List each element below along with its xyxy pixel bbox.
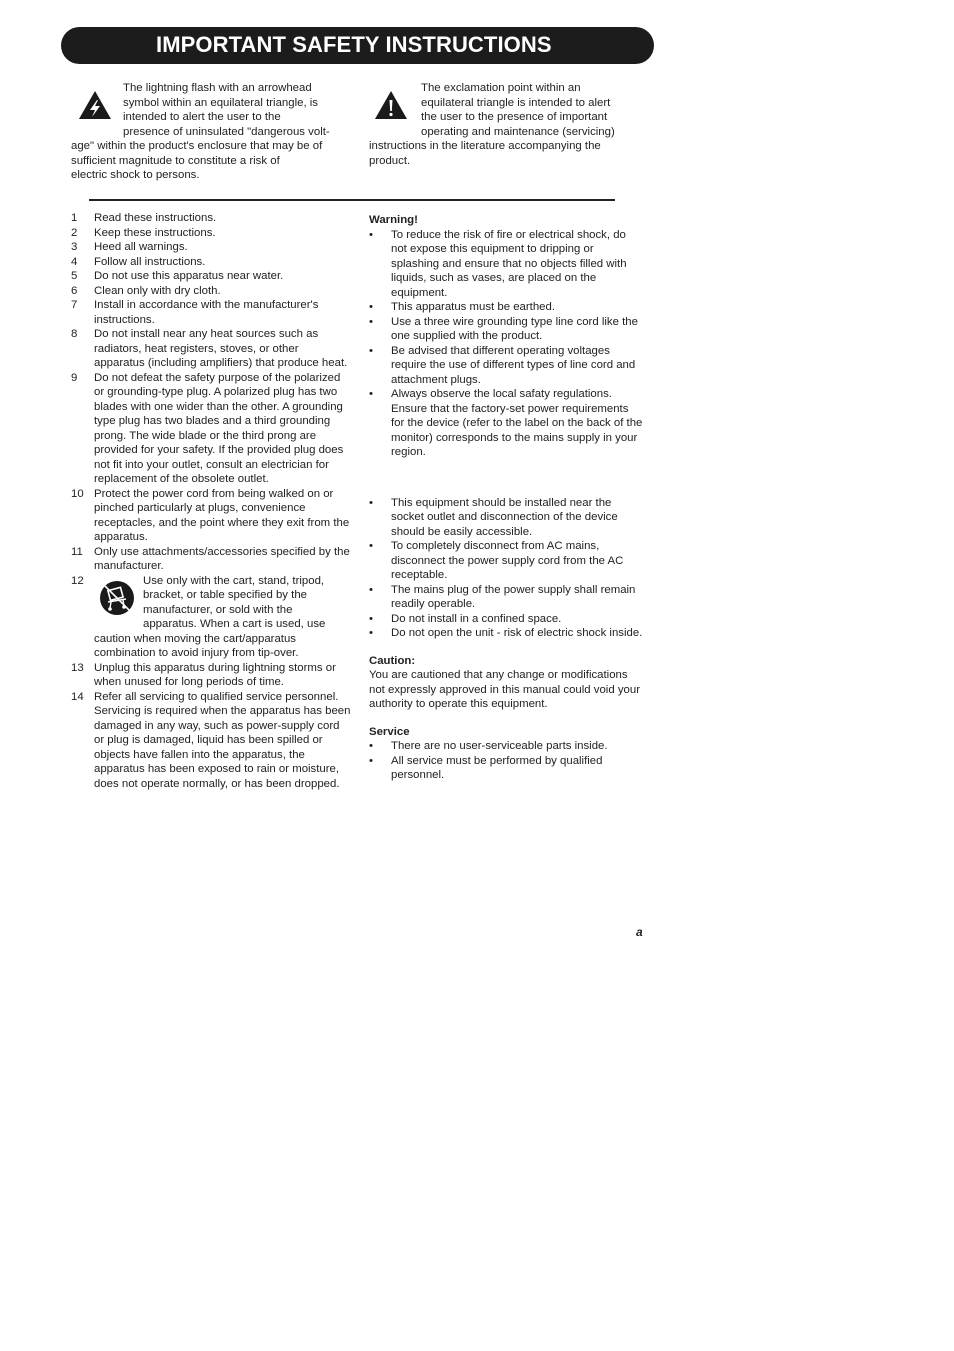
exclamation-text-line: product. [369, 154, 411, 167]
exclamation-text-line: instructions in the literature accompanying the [369, 140, 601, 152]
item-number: 13 [71, 661, 84, 674]
item-number: 11 [71, 545, 83, 558]
warning-bullet [369, 496, 644, 540]
warning-bullet [369, 626, 644, 641]
spacer [369, 460, 644, 496]
item-number: 9 [71, 371, 78, 384]
list-item-cart [71, 574, 351, 661]
bullet-text: To reduce the risk of fire or electrical shock, do not expose this equipment to dripping or splashing and ensure that no objects filled with liquids, such as vases, are placed on the equipment. [391, 228, 627, 299]
exclamation-text-line: equilateral triangle is intended to alert [421, 96, 611, 109]
bullet-dot: • [369, 627, 373, 639]
bullet-dot: • [369, 612, 373, 625]
spacer [369, 641, 644, 654]
service-bullet [369, 754, 644, 783]
item-number: 6 [71, 284, 78, 297]
item-number: 14 [71, 690, 84, 703]
lightning-text-line: sufficient magnitude to constitute a risk of [71, 154, 280, 167]
spacer [369, 712, 644, 725]
warning-bullet [369, 387, 644, 460]
lightning-text-line: The lightning flash with an arrowhead [123, 82, 312, 94]
lightning-text-line: intended to alert the user to the [123, 111, 281, 123]
item-number: 2 [71, 226, 78, 239]
item-text: Do not use this apparatus near water. [94, 270, 284, 282]
warning-bullet [369, 300, 644, 315]
list-item [71, 298, 351, 327]
bullet-dot: • [369, 540, 373, 552]
item-number: 3 [71, 241, 78, 253]
lightning-text-line: electric shock to persons. [71, 169, 200, 181]
service-heading: Service [369, 725, 410, 738]
bullet-text: Do not install in a confined space. [391, 612, 562, 625]
item-text: caution when moving the cart/apparatus combination to avoid injury from tip-over. [94, 632, 299, 659]
bullet-text: Use a three wire grounding type line cord like the one supplied with the product. [391, 315, 638, 342]
bullet-dot: • [369, 388, 373, 400]
instructions-list [71, 211, 351, 791]
list-item [71, 226, 351, 241]
bullet-text: This apparatus must be earthed. [391, 301, 555, 313]
item-text: Refer all servicing to qualified service personnel. Servicing is required when the apparatus has been damaged in any way, such as power-supply cord or plug is damaged, liquid has been spilled or objects have fallen into the apparatus, the apparatus has been exposed to rain or moisture, does not operate normally, or has been dropped. [94, 690, 351, 790]
list-item [71, 661, 351, 690]
exclamation-text-line: the user to the presence of important [421, 111, 608, 123]
item-number: 10 [71, 487, 84, 500]
list-item [71, 327, 351, 371]
warning-bullet [369, 583, 644, 612]
list-item [71, 255, 351, 270]
exclamation-text-line: operating and maintenance (servicing) [421, 125, 615, 138]
bullet-dot: • [369, 228, 373, 241]
list-item [71, 284, 351, 299]
item-text-line: manufacturer, or sold with the [143, 603, 293, 616]
bullet-dot: • [369, 344, 373, 357]
warning-bullet [369, 344, 644, 388]
lightning-text-line: symbol within an equilateral triangle, is [123, 96, 319, 109]
bullet-text: To completely disconnect from AC mains, disconnect the power supply cord from the AC receptable. [391, 540, 624, 581]
bullet-dot: • [369, 583, 373, 596]
bullet-dot: • [369, 301, 373, 313]
page-marker: a [636, 925, 643, 939]
item-text-line: apparatus. When a cart is used, use [143, 618, 326, 630]
lightning-symbol-block [71, 81, 351, 186]
list-item [71, 371, 351, 487]
bullet-text: There are no user-serviceable parts inside. [391, 740, 608, 752]
bullet-dot: • [369, 315, 373, 328]
exclamation-symbol-block [369, 81, 649, 176]
bullet-text: Be advised that different operating voltages require the use of different types of line cord and attachment plugs. [391, 344, 636, 386]
list-item [71, 690, 351, 792]
bullet-text: All service must be performed by qualified personnel. [391, 754, 603, 781]
item-text: Install in accordance with the manufacturer's instructions. [94, 299, 319, 326]
item-text: Heed all warnings. [94, 241, 188, 253]
service-bullet [369, 739, 644, 754]
bullet-text: Do not open the unit - risk of electric shock inside. [391, 627, 643, 639]
title-bar [61, 27, 654, 64]
bullet-dot: • [369, 740, 373, 752]
cart-tip-over-warning-icon [99, 580, 135, 616]
list-item [71, 487, 351, 545]
warning-bullet [369, 539, 644, 583]
item-text: Only use attachments/accessories specified by the manufacturer. [94, 545, 350, 572]
item-text-line: Use only with the cart, stand, tripod, [143, 574, 325, 587]
right-column [369, 213, 644, 783]
list-item [71, 240, 351, 255]
list-item [71, 211, 351, 226]
exclamation-warning-icon [374, 90, 408, 120]
item-text-line: bracket, or table specified by the [143, 589, 307, 601]
item-text: Do not install near any heat sources such as radiators, heat registers, stoves, or other apparatus (including amplifiers) that produce heat. [94, 328, 348, 369]
item-number: 7 [71, 299, 78, 311]
bullet-text: This equipment should be installed near the socket outlet and disconnection of the device should be easily accessible. [391, 496, 618, 538]
warning-bullet [369, 228, 644, 301]
item-number: 1 [71, 212, 78, 224]
item-number: 8 [71, 328, 78, 340]
lightning-warning-icon [78, 90, 112, 120]
item-number: 4 [71, 255, 78, 268]
warning-bullet [369, 612, 644, 627]
lightning-text-line: age" within the product's enclosure that may be of [71, 140, 323, 152]
item-text: Read these instructions. [94, 212, 217, 224]
warning-heading: Warning! [369, 214, 418, 226]
warning-bullet [369, 315, 644, 344]
lightning-text-line: presence of uninsulated "dangerous volt- [123, 125, 330, 138]
bullet-text: The mains plug of the power supply shall remain readily operable. [391, 583, 636, 610]
item-text: Clean only with dry cloth. [94, 284, 221, 297]
item-text: Follow all instructions. [94, 255, 206, 268]
item-text: Do not defeat the safety purpose of the polarized or grounding-type plug. A polarized plug has two blades with one wider than the other. A grounding type plug has two blades and a third grounding prong. The wide blade or the third prong are provided for your safety. If the provided plug does not fit into your outlet, consult an electrician for replacement of the obsolete outlet. [94, 371, 344, 485]
list-item [71, 269, 351, 284]
list-item [71, 545, 351, 574]
item-number: 12 [71, 574, 84, 587]
exclamation-text-line: The exclamation point within an [421, 82, 581, 94]
caution-text: You are cautioned that any change or modifications not expressly approved in this manual could void your authority to operate this equipment. [369, 669, 640, 710]
item-text: Keep these instructions. [94, 226, 216, 239]
item-text: Protect the power cord from being walked on or pinched particularly at plugs, convenience receptacles, and the point where they exit from the apparatus. [94, 487, 350, 543]
caution-heading: Caution: [369, 654, 416, 667]
bullet-text: Always observe the local safaty regulations. Ensure that the factory-set power requirements for the device (refer to the label on the back of the monitor) corresponds to the mains supply in your region. [391, 388, 643, 458]
bullet-dot: • [369, 496, 373, 509]
bullet-dot: • [369, 754, 373, 767]
item-number: 5 [71, 270, 78, 282]
item-text: Unplug this apparatus during lightning storms or when unused for long periods of time. [94, 661, 336, 688]
page-title: IMPORTANT SAFETY INSTRUCTIONS [156, 32, 552, 57]
divider-rule [89, 199, 615, 201]
